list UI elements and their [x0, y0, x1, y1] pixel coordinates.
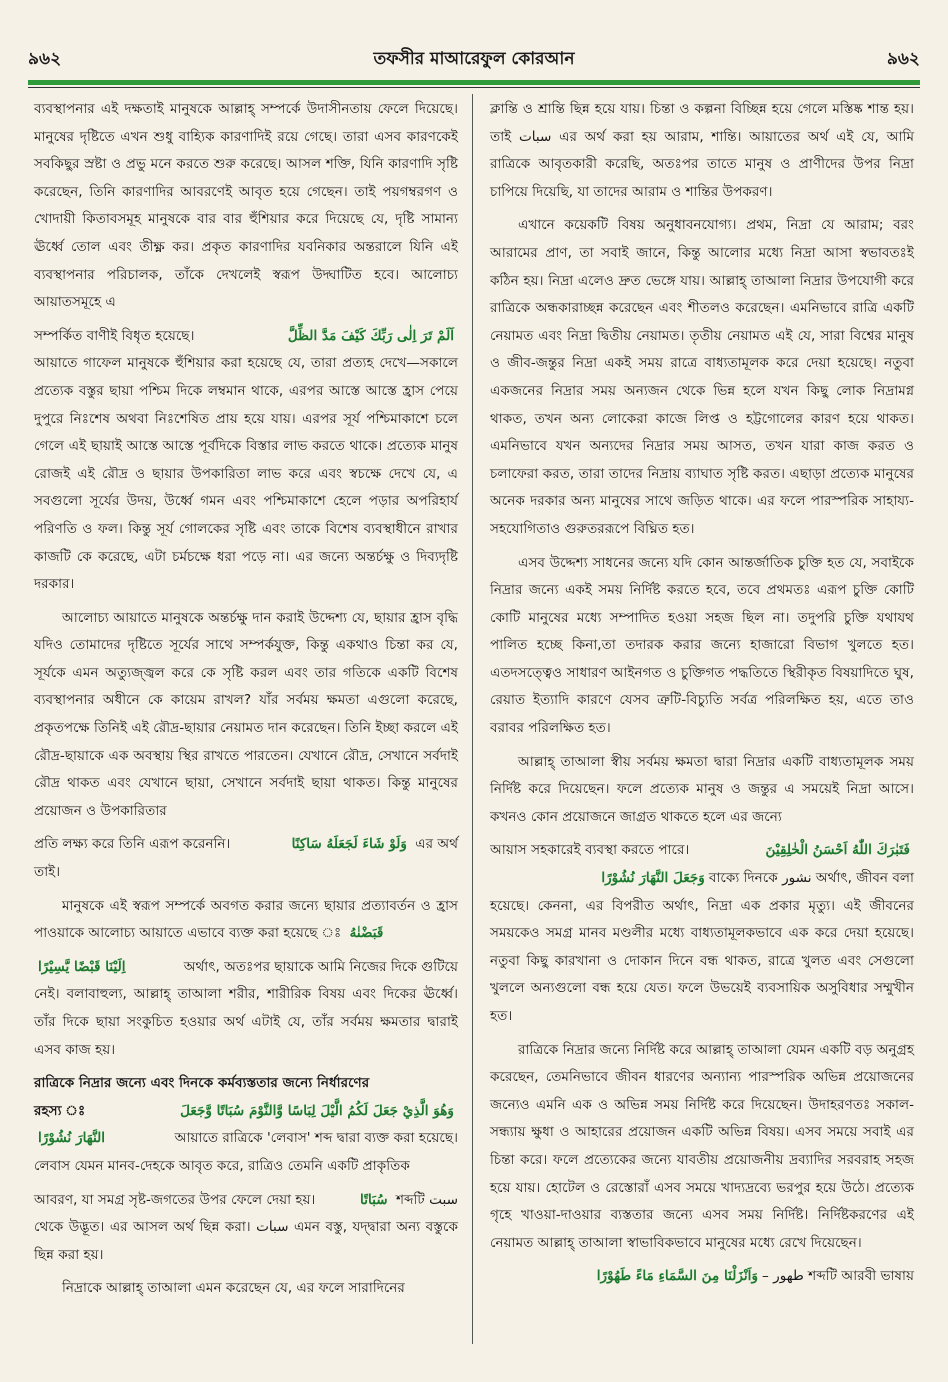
inline-verse-line — [490, 837, 914, 865]
verse-after-text: বাক্যে দিনকে نشور অর্থাৎ, জীবন বলা — [708, 870, 914, 887]
page-header — [28, 44, 920, 74]
inline-verse-line — [34, 831, 458, 859]
verse-after-text: অর্থাৎ, অতঃপর ছায়াকে আমি নিজের দিকে গুটিয়ে — [183, 958, 458, 975]
page-number-right: ৯৬২ — [886, 49, 920, 69]
inline-verse-line — [490, 1263, 914, 1291]
verse-intro-text: প্রতি লক্ষ্য করে তিনি এরূপ করেননি। — [34, 836, 231, 853]
verse-intro-text: আবরণ, যা সমগ্র সৃষ্ট-জগতের উপর ফেলে দেয়া হয়। — [34, 1191, 316, 1208]
paragraph: তাই। — [34, 864, 61, 881]
heading-verse-line — [34, 1098, 458, 1126]
verse-after-text: – طهور শব্দটি আরবী ভাষায় — [762, 1268, 914, 1285]
section-heading-end: রহস্য ঃ — [34, 1102, 86, 1119]
book-title: তফসীর মাআরেফুল কোরআন — [373, 49, 575, 69]
paragraph-text: মানুষকে এই স্বরূপ সম্পর্কে অবগত করার জন্যে ছায়ার প্রত্যাবর্তন ও হ্রাস পাওয়াকে আলোচ্য আয়াতে এভাবে ব্যক্ত করা হয়েছে ঃ — [34, 897, 458, 942]
arabic-verse: فَتَبٰرَكَ اللّٰهُ اَحْسَنُ الْخٰلِقِيْنَ — [765, 842, 910, 859]
paragraph: নিদ্রাকে আল্লাহ্ তাআলা এমন করেছেন যে, এর ফলে সারাদিনের — [62, 1280, 405, 1297]
verse-intro-text: আয়াস সহকারেই ব্যবস্থা করতে পারে। — [490, 842, 690, 859]
paragraph: আলোচ্য আয়াতে মানুষকে অন্তর্চক্ষু দান করাই উদ্দেশ্য যে, ছায়ার হ্রাস বৃদ্ধি যদিও তোমাদের দৃষ্টিতে সূর্যের সাথে সম্পর্কযুক্ত, কিন্তু একথাও চিন্তা কর যে, সূর্যকে এমন অত্যুজ্জ্বল করে কে সৃষ্টি করল এবং তার গতিকে একটি বিশেষ ব্যবস্থাপনার অধীনে কে কায়েম রাখল? যাঁর সর্বময় ক্ষমতা এগুলো করেছে, প্রকৃতপক্ষে তিনিই এই রৌদ্র-ছায়ার নেয়ামত দান করেছেন। তিনি ইচ্ছা করলে এই রৌদ্র-ছায়াকে এক অবস্থায় স্থির রাখতে পারতেন। যেখানে রৌদ্র, সেখানে সর্বদাই রৌদ্র থাকত এবং যেখানে ছায়া, সেখানে সর্বদাই ছায়া থাকত। কিন্তু মানুষের প্রয়োজন ও উপকারিতার — [34, 609, 458, 819]
paragraph: ব্যবস্থাপনার এই দক্ষতাই মানুষকে আল্লাহ্ সম্পর্কে উদাসীনতায় ফেলে দিয়েছে। মানুষের দৃষ্টিতে এখন শুধু বাহ্যিক কারণাদিই রয়ে গেছে। তারা এসব কারণকেই সবকিছুর স্রষ্টা ও প্রভু মনে করতে শুরু করেছে। আসল শক্তি, যিনি কারণাদি সৃষ্টি করেছেন, তিনি কারণাদির আবরণেই আবৃত হয়ে গেছেন। তাই পয়গম্বরগণ ও খোদায়ী কিতাবসমূহ মানুষকে বার বার হুঁশিয়ার করে দিয়েছে যে, দৃষ্টি সামান্য ঊর্ধ্বে তোল এবং তীক্ষ্ণ কর। প্রকৃত কারণাদির যবনিকার অন্তরালে যিনি এই ব্যবস্থাপনার পরিচালক, তাঁকে দেখলেই স্বরূপ উদ্ঘাটিত হবে। আলোচ্য আয়াতসমূহে এ — [34, 101, 458, 311]
paragraph: আয়াতে গাফেল মানুষকে হুঁশিয়ার করা হয়েছে যে, তারা প্রত্যহ দেখে—সকালে প্রত্যেক বস্তুর ছায়া পশ্চিম দিকে লম্বমান থাকে, এরপর আস্তে আস্তে হ্রাস পেয়ে দুপুরে নিঃশেষ অথবা নিঃশেষিত প্রায় হয়ে যায়। এরপর সূর্য পশ্চিমাকাশে চলে গেলে এই ছায়াই আস্তে আস্তে পূর্বদিকে বিস্তার লাভ করতে থাকে। প্রত্যেক মানুষ রোজই এই রৌদ্র ও ছায়ার উপকারিতা লাভ করে এবং স্বচক্ষে দেখে যে, এ সবগুলো সূর্যের উদয়, উর্ধ্বে গমন এবং পশ্চিমাকাশে হেলে পড়ার অপরিহার্য পরিণতি ও ফল। কিন্তু সূর্য গোলকের সৃষ্টি এবং তাকে বিশেষ ব্যবস্থাধীনে রাখার কাজটি কে করেছে, এটা চর্মচক্ষে ধরা পড়ে না। এর জন্যে অন্তর্চক্ষু ও দিব্যদৃষ্টি দরকার। — [34, 355, 458, 593]
arabic-word: قَبَضْنٰهُ — [349, 925, 384, 942]
verse-after-text: আয়াতে রাত্রিকে 'লেবাস' শব্দ দ্বারা ব্যক্ত করা হয়েছে। — [174, 1130, 458, 1147]
paragraph: থেকে উদ্ভূত। এর আসল অর্থ ছিন্ন করা। سبات এমন বস্তু, যদ্দ্বারা অন্য বস্তুকে ছিন্ন করা হয়। — [34, 1219, 458, 1263]
right-column — [490, 96, 914, 1291]
paragraph: হয়েছে। কেননা, এর বিপরীত অর্থাৎ, নিদ্রা এক প্রকার মৃত্যু। এই জীবনের সময়কেও সমগ্র মানব মণ্ডলীর মধ্যে বাধ্যতামূলকভাবে এক করে দেয়া হয়েছে। নতুবা কিছু কারখানা ও দোকান দিনে বন্ধ থাকত, রাত্রে খুলত এবং সেগুলো খুললে অন্যগুলো বন্ধ হয়ে যেত। ফলে উভয়েই ব্যবসায়িক অসুবিধার সম্মুখীন হত। — [490, 897, 914, 1024]
left-column — [34, 96, 458, 1309]
paragraph: আল্লাহ্ তাআলা স্বীয় সর্বময় ক্ষমতা দ্বারা নিদ্রার একটি বাধ্যতামূলক সময় নির্দিষ্ট করে দিয়েছেন। ফলে প্রত্যেক মানুষ ও জন্তুর এ সময়েই নিদ্রা আসে। কখনও কোন প্রয়োজনে জাগ্রত থাকতে হলে এর জন্যে — [490, 753, 914, 825]
paragraph: এসব উদ্দেশ্য সাধনের জন্যে যদি কোন আন্তর্জাতিক চুক্তি হত যে, সবাইকে নিদ্রার জন্যে একই সময় নির্দিষ্ট করতে হবে, তবে প্রথমতঃ এরূপ চুক্তি কোটি কোটি মানুষের মধ্যে সম্পাদিত হওয়া সহজ ছিল না। তদুপরি চুক্তি যথাযথ পালিত হচ্ছে কিনা,তা তদারক করার জন্যে হাজারো বিভাগ খুলতে হত। এতদসত্ত্বেও সাধারণ আইনগত ও চুক্তিগত পদ্ধতিতে স্থিরীকৃত বিষয়াদিতে ঘুষ, রেয়াত ইত্যাদি কারণে যেসব ত্রুটি-বিচ্যুতি সর্বত্র পরিলক্ষিত হয়, এতে তাও বরাবর পরিলক্ষিত হত। — [490, 554, 914, 737]
inline-verse-line — [490, 865, 914, 893]
arabic-word: سُبَاتًا — [360, 1191, 388, 1208]
paragraph: নেই। বলাবাহুল্য, আল্লাহ্ তাআলা শরীর, শারীরিক বিষয় এবং দিকের ঊর্ধ্বে। তাঁর দিকে ছায়া সংকুচিত হওয়ার অর্থ এটাই যে, তাঁর সর্বময় ক্ষমতার দ্বারাই এসব কাজ হয়। — [34, 986, 458, 1058]
paragraph — [34, 893, 458, 948]
inline-verse-line — [34, 1187, 458, 1215]
inline-verse-line — [34, 954, 458, 982]
verse-after-text: এর অর্থ — [415, 836, 458, 853]
arabic-verse: النَّهَارَ نُشُوْرًا — [38, 1130, 105, 1147]
column-divider — [472, 94, 473, 1344]
arabic-verse: وَلَوْ شَاءَ لَجَعَلَهُ سَاكِنًا — [291, 836, 407, 853]
verse-intro-text: সম্পর্কিত বাণীই বিধৃত হয়েছে। — [34, 327, 195, 344]
arabic-verse: اَلَمْ تَرَ اِلٰى رَبِّكَ كَيْفَ مَدَّ الظِّلَّ — [287, 327, 454, 344]
inline-verse-line — [34, 1125, 458, 1153]
section-heading: রাত্রিকে নিদ্রার জন্যে এবং দিনকে কর্মব্যস্ততার জন্যে নির্ধারণের — [34, 1075, 370, 1092]
paragraph: এখানে কয়েকটি বিষয় অনুধাবনযোগ্য। প্রথম, নিদ্রা যে আরাম; বরং আরামের প্রাণ, তা সবাই জানে, কিন্তু আলোর মধ্যে নিদ্রা আসা স্বভাবতঃই কঠিন হয়। নিদ্রা এলেও দ্রুত ভেঙ্গে যায়। আল্লাহ্ তাআলা নিদ্রার উপযোগী করে রাত্রিকে অন্ধকারাচ্ছন্ন করেছেন এবং শীতলও করেছেন। এমনিভাবে রাত্রি একটি নেয়ামত এবং নিদ্রা দ্বিতীয় নেয়ামত। তৃতীয় নেয়ামত এই যে, সারা বিশ্বের মানুষ ও জীব-জন্তুর নিদ্রা একই সময় রাত্রে বাধ্যতামূলক করে দেয়া হয়েছে। নতুবা একজনের নিদ্রার সময় অন্যজন থেকে ভিন্ন হলে যখন কিছু লোক নিদ্রামগ্ন থাকত, তখন অন্য লোকেরা কাজে লিপ্ত ও হট্টগোলের কারণ হয়ে থাকত। এমনিভাবে যখন অন্যদের নিদ্রার সময় আসত, তখন যারা কাজ করত ও চলাফেরা করত, তারা তাদের নিদ্রায় ব্যাঘাত সৃষ্টি করত। এছাড়া প্রত্যেক মানুষের অনেক দরকার অন্য মানুষের সাথে জড়িত থাকে। এর ফলে পারস্পরিক সাহায্য-সহযোগিতাও গুরুতররূপে বিঘ্নিত হত। — [490, 217, 914, 537]
verse-after-text: শব্দটি سبت — [395, 1191, 458, 1208]
inline-verse-line — [34, 323, 458, 351]
arabic-verse: وَاَنْزَلْنَا مِنَ السَّمَاءِ مَاءً طَهُوْرًا — [596, 1268, 759, 1285]
arabic-verse: وَهُوَ الَّذِيْ جَعَلَ لَكُمُ الَّيْلَ لِبَاسًا وَّالنَّوْمَ سُبَاتًا وَّجَعَلَ — [180, 1102, 454, 1119]
page-number-left: ৯৬২ — [28, 49, 62, 69]
paragraph: লেবাস যেমন মানব-দেহকে আবৃত করে, রাত্রিও তেমনি একটি প্রাকৃতিক — [34, 1157, 410, 1174]
header-green-rule — [28, 80, 920, 85]
paragraph: রাত্রিকে নিদ্রার জন্যে নির্দিষ্ট করে আল্লাহ্ তাআলা যেমন একটি বড় অনুগ্রহ করেছেন, তেমনিভাবে জীবন ধারণের অন্যান্য পারস্পরিক অভিন্ন প্রয়োজনের জন্যেও এমনি এক ও অভিন্ন সময় নির্দিষ্ট করে দিয়েছেন। উদাহরণতঃ সকাল-সন্ধ্যায় ক্ষুধা ও আহারের প্রয়োজন একটি অভিন্ন বিষয়। এসব সময়ে সবাই এর চিন্তা করে। ফলে প্রত্যেকের জন্যে যাবতীয় প্রয়োজনীয় দ্রব্যাদির সরবরাহ সহজ হয়ে যায়। হোটেল ও রেস্তোরাঁ এসব সময়ে খাদ্যদ্রব্যে ভরপুর হয়ে উঠে। প্রত্যেক গৃহে খাওয়া-দাওয়ার ব্যস্ততার জন্যে এসব সময় নির্দিষ্ট। নির্দিষ্টকরণের এই নেয়ামত আল্লাহ্ তাআলা স্বাভাবিকভাবে মানুষের মধ্যে রেখে দিয়েছেন। — [490, 1041, 914, 1251]
arabic-verse: وَجَعَلَ النَّهَارَ نُشُوْرًا — [601, 870, 705, 887]
paragraph: ক্লান্তি ও শ্রান্তি ছিন্ন হয়ে যায়। চিন্তা ও কল্পনা বিচ্ছিন্ন হয়ে গেলে মস্তিষ্ক শান্ত হয়। তাই سبات এর অর্থ করা হয় আরাম, শান্তি। আয়াতের অর্থ এই যে, আমি রাত্রিকে আবৃতকারী করেছি, অতঃপর তাতে মানুষ ও প্রাণীদের উপর নিদ্রা চাপিয়ে দিয়েছি, যা তাদের আরাম ও শান্তির উপকরণ। — [490, 101, 914, 200]
arabic-verse: اِلَيْنَا قَبْضًا يَّسِيْرًا — [38, 958, 126, 975]
header-black-rule — [28, 87, 920, 88]
